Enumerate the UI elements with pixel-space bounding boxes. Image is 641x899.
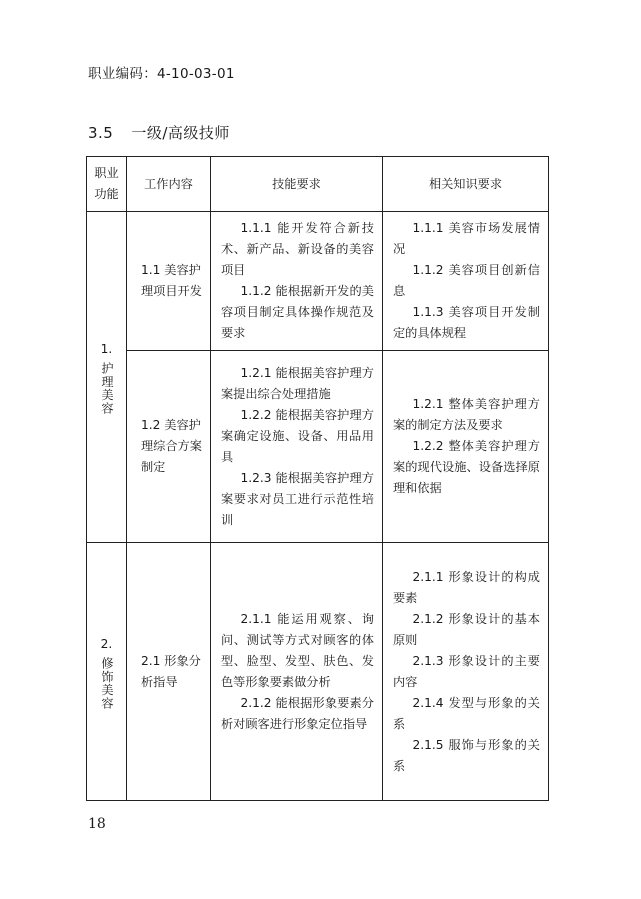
section-heading — [88, 122, 230, 143]
skill-cell — [211, 543, 383, 801]
func-number: 2. — [100, 636, 113, 651]
work-cell: 1.2 美容护理综合方案制定 — [127, 351, 211, 543]
section-number: 3.5 — [88, 124, 114, 142]
knowledge-item: 1.1.1 美容市场发展情况 — [393, 221, 540, 256]
header-func: 职业功能 — [87, 157, 127, 212]
skill-item: 1.1.2 能根据新开发的美容项目制定具体操作规范及要求 — [221, 284, 374, 340]
knowledge-item: 2.1.5 服饰与形象的关系 — [393, 737, 540, 773]
knowledge-item: 1.2.1 整体美容护理方案的制定方法及要求 — [393, 397, 540, 432]
func-number: 1. — [100, 342, 113, 357]
skill-item: 2.1.2 能根据形象要素分析对顾客进行形象定位指导 — [221, 695, 374, 731]
table-row — [87, 351, 549, 543]
knowledge-item: 1.2.2 整体美容护理方案的现代设施、设备选择原理和依据 — [393, 439, 540, 495]
table-header-row — [87, 157, 549, 212]
header-skill: 技能要求 — [211, 157, 383, 212]
section-title: 一级/高级技师 — [131, 124, 230, 142]
requirements-table — [86, 156, 549, 801]
knowledge-item: 2.1.1 形象设计的构成要素 — [393, 569, 540, 605]
skill-item: 2.1.1 能运用观察、询问、测试等方式对顾客的体型、脸型、发型、肤色、发色等形象要素做分析 — [221, 611, 374, 689]
occupation-code: 职业编码：4-10-03-01 — [88, 66, 235, 82]
knowledge-cell — [383, 351, 549, 543]
skill-item: 1.2.3 能根据美容护理方案要求对员工进行示范性培训 — [221, 470, 374, 527]
skill-item: 1.2.2 能根据美容护理方案确定设施、设备、用品用具 — [221, 407, 374, 464]
func-cell-2 — [87, 543, 127, 801]
skill-cell — [211, 212, 383, 351]
knowledge-item: 2.1.4 发型与形象的关系 — [393, 695, 540, 731]
knowledge-item: 1.1.3 美容项目开发制定的具体规程 — [393, 305, 540, 340]
page-number: 18 — [88, 816, 106, 832]
knowledge-item: 1.1.2 美容项目创新信息 — [393, 263, 540, 298]
knowledge-cell — [383, 212, 549, 351]
func-name: 修饰美容 — [100, 656, 114, 710]
skill-cell — [211, 351, 383, 543]
work-cell: 1.1 美容护理项目开发 — [127, 212, 211, 351]
func-name: 护理美容 — [100, 362, 114, 415]
header-work: 工作内容 — [127, 157, 211, 212]
header-knowledge: 相关知识要求 — [383, 157, 549, 212]
knowledge-item: 2.1.2 形象设计的基本原则 — [393, 611, 540, 647]
func-cell-1 — [87, 212, 127, 543]
table-row — [87, 212, 549, 351]
table-row — [87, 543, 549, 801]
knowledge-cell — [383, 543, 549, 801]
skill-item: 1.2.1 能根据美容护理方案提出综合处理措施 — [221, 365, 374, 401]
skill-item: 1.1.1 能开发符合新技术、新产品、新设备的美容项目 — [221, 221, 374, 277]
knowledge-item: 2.1.3 形象设计的主要内容 — [393, 653, 540, 689]
work-cell: 2.1 形象分析指导 — [127, 543, 211, 801]
